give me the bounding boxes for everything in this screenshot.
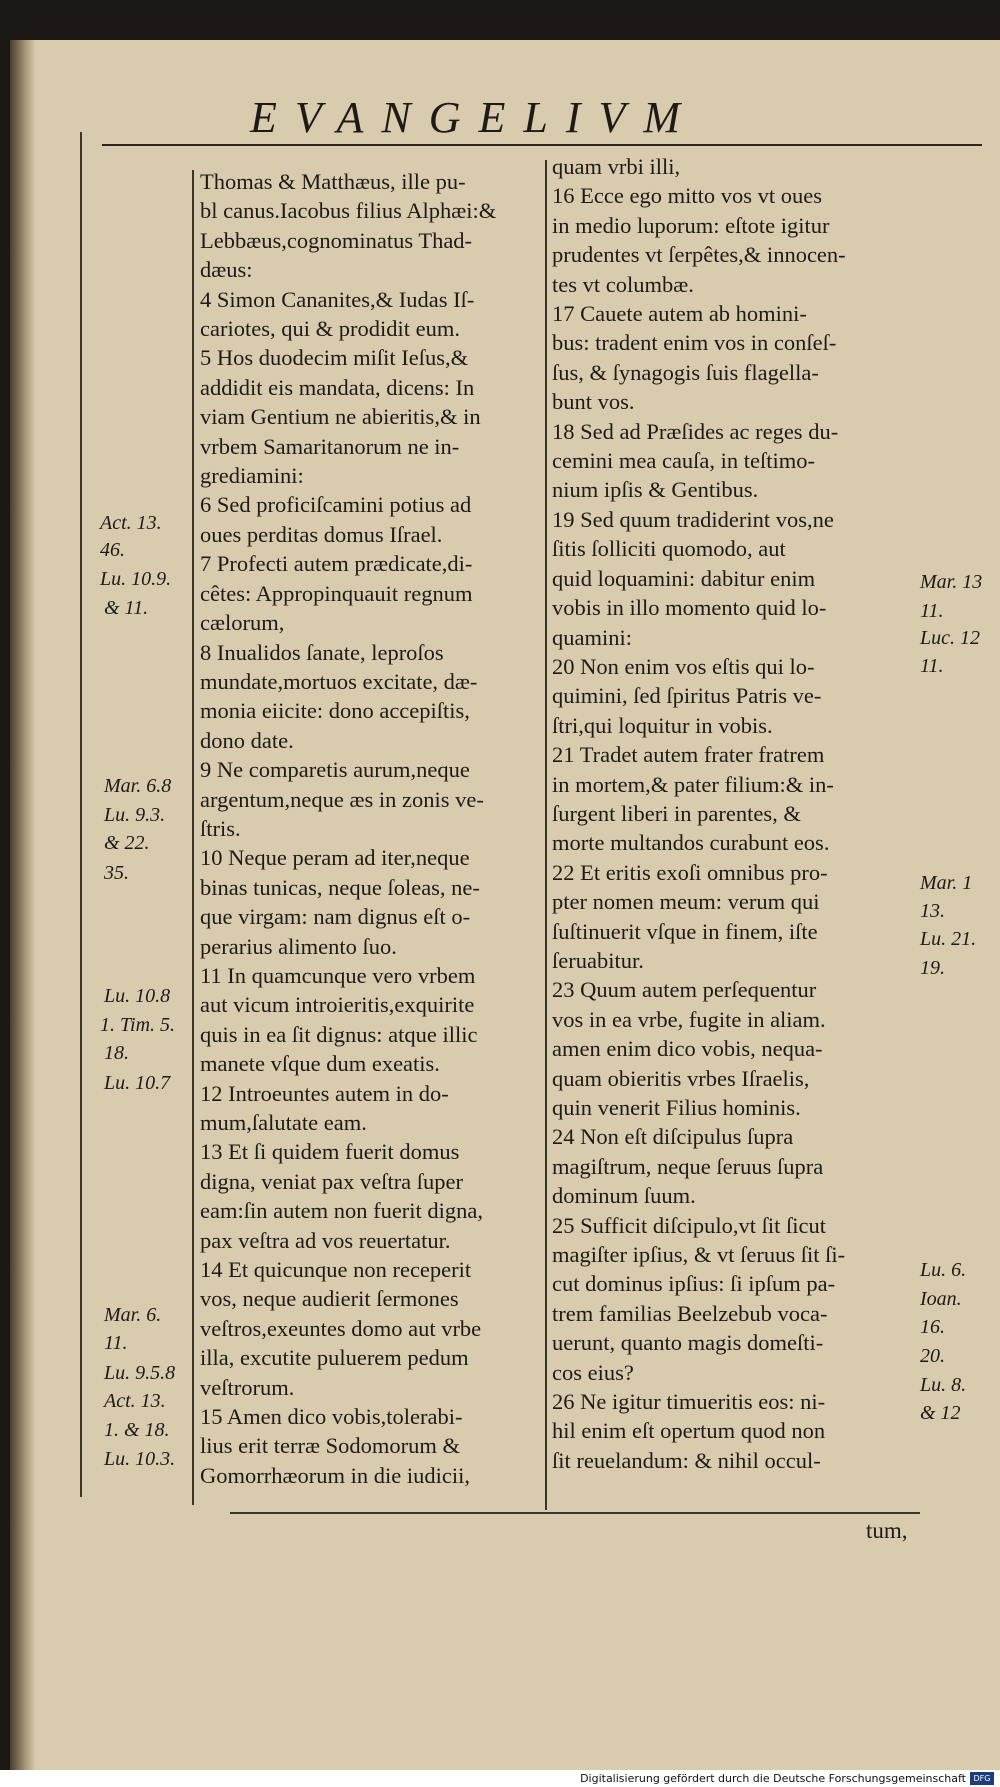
- margin-reference: Mar. 1: [920, 872, 973, 894]
- text-line: amen enim dico vobis, nequa-: [552, 1036, 823, 1062]
- text-line: vos in ea vrbe, fugite in aliam.: [552, 1006, 826, 1032]
- margin-reference: Lu. 21.: [920, 928, 977, 950]
- dfg-logo-icon: DFG: [970, 1772, 994, 1785]
- text-line: ſtris.: [200, 815, 241, 841]
- column-rule-left: [192, 170, 194, 1505]
- text-line: 26 Ne igitur timueritis eos: ni-: [552, 1389, 826, 1415]
- text-line: dæus:: [200, 257, 253, 283]
- text-line: perarius alimento ſuo.: [200, 933, 397, 959]
- text-line: dominum ſuum.: [552, 1183, 696, 1209]
- text-line: cut dominus ipſius: ſi ipſum pa-: [552, 1271, 836, 1297]
- margin-reference: Lu. 10.8: [104, 985, 171, 1007]
- text-line: uerunt, quanto magis domeſti-: [552, 1330, 824, 1356]
- text-line: 25 Sufficit diſcipulo,vt ſit ſicut: [552, 1212, 826, 1238]
- margin-reference: Mar. 6.: [104, 1304, 162, 1326]
- catchword: tum,: [866, 1518, 908, 1543]
- margin-reference: 19.: [920, 957, 945, 979]
- text-line: digna, veniat pax veſtra ſuper: [200, 1168, 464, 1194]
- margin-reference: Act. 13.: [104, 1390, 166, 1412]
- text-line: pax veſtra ad vos reuertatur.: [200, 1227, 451, 1253]
- text-line: morte multandos curabunt eos.: [552, 830, 830, 856]
- text-line: cos eius?: [552, 1359, 634, 1385]
- text-line: aut vicum introieritis,exquirite: [200, 992, 475, 1018]
- text-line: 4 Simon Cananites,& Iudas Iſ-: [200, 286, 475, 312]
- margin-reference: 13.: [920, 900, 945, 922]
- text-line: Thomas & Matthæus, ille pu-: [200, 169, 466, 194]
- text-line: 22 Et eritis exoſi omnibus pro-: [552, 859, 828, 885]
- text-line: 10 Neque peram ad iter,neque: [200, 845, 470, 871]
- text-line: lius erit terræ Sodomorum &: [200, 1433, 460, 1459]
- text-line: 12 Introeuntes autem in do-: [200, 1080, 449, 1106]
- margin-reference: Mar. 6.8: [104, 775, 172, 797]
- text-line: bl canus.Iacobus filius Alphæi:&: [200, 198, 497, 224]
- margin-reference: 16.: [920, 1316, 945, 1338]
- text-line: 21 Tradet autem frater fratrem: [552, 742, 825, 768]
- text-column-right: [552, 152, 922, 1475]
- text-line: eam:ſin autem non fuerit digna,: [200, 1198, 484, 1224]
- margin-reference: Lu. 9.5.8: [104, 1362, 176, 1384]
- text-line: que virgam: nam dignus eſt o-: [200, 904, 471, 930]
- running-head: EVANGELIVM: [250, 93, 699, 142]
- text-line: 24 Non eſt diſcipulus ſupra: [552, 1124, 794, 1150]
- text-line: 16 Ecce ego mitto vos vt oues: [552, 183, 822, 209]
- text-line: monia eiicite: dono accepiſtis,: [200, 698, 470, 724]
- margin-reference: Ioan.: [920, 1288, 962, 1310]
- margin-reference: & 11.: [104, 597, 149, 619]
- margin-reference: Lu. 10.9.: [100, 568, 172, 590]
- text-line: ſus, & ſynagogis ſuis flagella-: [552, 359, 819, 385]
- text-line: pter nomen meum: verum qui: [552, 889, 820, 915]
- text-line: ſeruabitur.: [552, 947, 644, 973]
- text-line: 20 Non enim vos eſtis qui lo-: [552, 653, 815, 679]
- margin-reference: 11.: [104, 1332, 128, 1354]
- text-line: veſtrorum.: [200, 1374, 295, 1400]
- text-line: 15 Amen dico vobis,tolerabi-: [200, 1404, 463, 1430]
- text-line: vobis in illo momento quid lo-: [552, 595, 827, 621]
- text-line: ſitis ſolliciti quomodo, aut: [552, 536, 786, 562]
- text-line: ſit reuelandum: & nihil occul-: [552, 1447, 821, 1473]
- text-line: 6 Sed proficiſcamini potius ad: [200, 492, 472, 518]
- text-line: tes vt columbæ.: [552, 271, 694, 297]
- margin-reference: 1. Tim. 5.: [100, 1014, 176, 1036]
- text-line: quis in ea ſit dignus: atque illic: [200, 1021, 478, 1047]
- margin-reference: 11.: [920, 655, 944, 677]
- text-line: cariotes, qui & prodidit eum.: [200, 316, 460, 342]
- margin-reference: 20.: [920, 1345, 945, 1367]
- margin-reference: 46.: [100, 539, 125, 561]
- text-line: Gomorrhæorum in die iudicii,: [200, 1462, 470, 1488]
- text-line: ſtri,qui loquitur in vobis.: [552, 712, 773, 738]
- margin-reference: & 12: [920, 1402, 961, 1424]
- text-line: magiſter ipſius, & vt ſeruus ſit ſi-: [552, 1242, 846, 1268]
- text-line: quimini, ſed ſpiritus Patris ve-: [552, 683, 822, 709]
- text-line: illa, excutite puluerem pedum: [200, 1345, 469, 1371]
- text-line: 14 Et quicunque non receperit: [200, 1257, 472, 1283]
- text-line: 23 Quum autem perſequentur: [552, 977, 817, 1003]
- text-line: 5 Hos duodecim miſit Ieſus,&: [200, 345, 469, 371]
- margin-reference: Luc. 12: [920, 627, 980, 649]
- margin-reference: 35.: [104, 862, 129, 884]
- left-border-rule: [80, 132, 82, 1497]
- text-line: bunt vos.: [552, 389, 635, 415]
- text-line: quam vrbi illi,: [552, 154, 681, 179]
- text-line: 7 Profecti autem prædicate,di-: [200, 551, 473, 577]
- text-line: 17 Cauete autem ab homini-: [552, 301, 807, 327]
- margin-reference: Lu. 10.3.: [104, 1448, 176, 1470]
- text-line: dono date.: [200, 727, 294, 753]
- footer-rule: [230, 1512, 920, 1514]
- text-line: oues perditas domus Iſrael.: [200, 521, 443, 547]
- text-line: 8 Inualidos ſanate, leproſos: [200, 639, 444, 665]
- text-line: in medio luporum: eſtote igitur: [552, 212, 830, 238]
- text-line: 18 Sed ad Præſides ac reges du-: [552, 418, 839, 444]
- text-line: 11 In quamcunque vero vrbem: [200, 962, 476, 988]
- margin-reference: Mar. 13: [920, 571, 983, 593]
- text-line: Lebbæus,cognominatus Thad-: [200, 227, 473, 253]
- text-line: addidit eis mandata, dicens: In: [200, 374, 475, 400]
- margin-reference: Act. 13.: [100, 512, 162, 534]
- text-line: nium ipſis & Gentibus.: [552, 477, 759, 503]
- text-line: viam Gentium ne abieritis,& in: [200, 404, 481, 430]
- digitization-credit: Digitalisierung gefördert durch die Deutsche Forschungsgemeinschaft: [580, 1772, 966, 1785]
- text-line: vrbem Samaritanorum ne in-: [200, 433, 460, 459]
- text-line: prudentes vt ſerpêtes,& innocen-: [552, 242, 846, 268]
- text-line: mundate,mortuos excitate, dæ-: [200, 668, 478, 694]
- text-line: in mortem,& pater filium:& in-: [552, 771, 834, 797]
- margin-reference: Lu. 6.: [920, 1259, 967, 1281]
- margin-reference: 18.: [104, 1042, 129, 1064]
- text-line: 13 Et ſi quidem fuerit domus: [200, 1139, 460, 1165]
- text-line: quid loquamini: dabitur enim: [552, 565, 816, 591]
- text-line: cælorum,: [200, 610, 285, 636]
- text-line: grediamini:: [200, 463, 304, 489]
- text-line: bus: tradent enim vos in conſeſ-: [552, 330, 837, 356]
- text-line: magiſtrum, neque ſeruus ſupra: [552, 1153, 824, 1179]
- text-line: quamini:: [552, 624, 632, 650]
- text-line: ſurgent liberi in parentes, &: [552, 800, 801, 826]
- text-line: ſuſtinuerit vſque in finem, iſte: [552, 918, 818, 944]
- text-line: mum,ſalutate eam.: [200, 1110, 367, 1135]
- margin-reference: Lu. 10.7: [104, 1072, 171, 1094]
- text-column-left: [200, 167, 540, 1490]
- text-line: veſtros,exeuntes domo aut vrbe: [200, 1315, 482, 1341]
- text-line: 19 Sed quum tradiderint vos,ne: [552, 506, 834, 532]
- text-line: quin venerit Filius hominis.: [552, 1095, 801, 1120]
- margin-reference: 1. & 18.: [104, 1419, 170, 1441]
- margin-reference: Lu. 8.: [920, 1374, 967, 1396]
- text-line: hil enim eſt opertum quod non: [552, 1418, 826, 1444]
- text-line: manete vſque dum exeatis.: [200, 1051, 440, 1077]
- margin-reference: 11.: [920, 600, 944, 622]
- margin-reference: Lu. 9.3.: [104, 804, 166, 826]
- text-line: cêtes: Appropinquauit regnum: [200, 580, 473, 606]
- text-line: trem familias Beelzebub voca-: [552, 1300, 828, 1326]
- header-rule: [102, 144, 982, 146]
- margin-reference: & 22.: [104, 832, 150, 854]
- text-line: argentum,neque æs in zonis ve-: [200, 786, 484, 812]
- column-rule-middle: [545, 160, 547, 1510]
- text-line: 9 Ne comparetis aurum,neque: [200, 757, 470, 783]
- text-line: cemini mea cauſa, in teſtimo-: [552, 448, 816, 474]
- text-line: quam obieritis vrbes Iſraelis,: [552, 1065, 810, 1091]
- text-line: binas tunicas, neque ſoleas, ne-: [200, 874, 480, 900]
- text-line: vos, neque audierit ſermones: [200, 1286, 459, 1312]
